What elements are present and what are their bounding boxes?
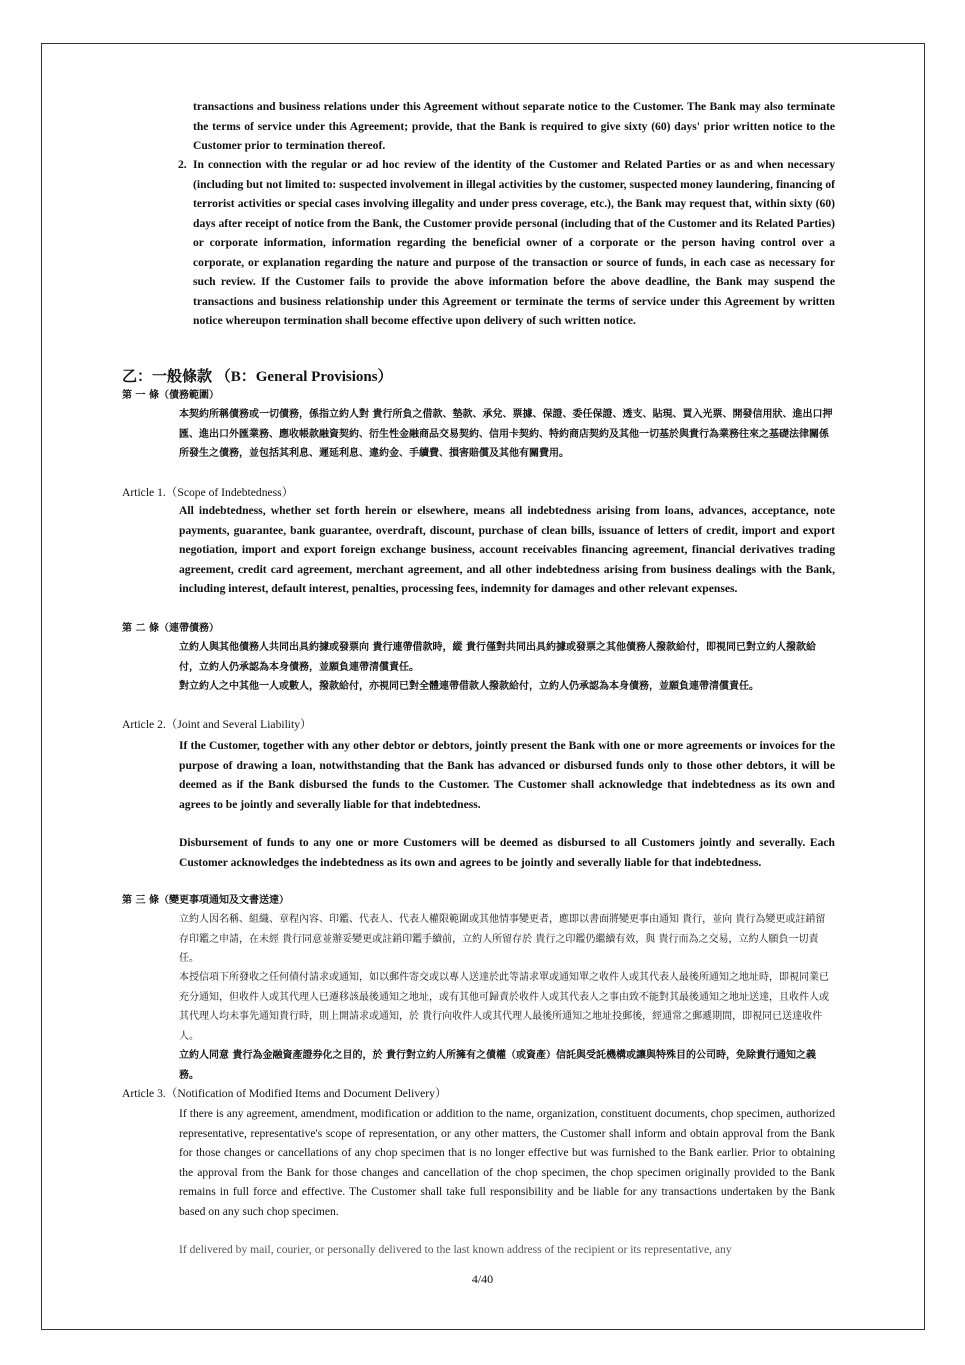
- article-1-en-body: All indebtedness, whether set forth herein or elsewhere, means all indebtedness arising from loans, advances, acceptance, note payments, guarantee, bank guarantee, overdraft, discount, purchase of clean bills, issuance of letters of credit, import and export negotiation, import and export foreign exchange business, account receivables financing agreement, financial derivatives trading agreement, credit card agreement, merchant agreement, and all other indebtedness arising from business dealings with the Bank, including interest, default interest, penalties, processing fees, indemnity for damages and other relevant expenses.: [179, 504, 835, 595]
- section-title-general-provisions: 乙：一般條款 （B：General Provisions）: [122, 369, 393, 385]
- intro-paragraph: transactions and business relations under this Agreement without separate notice to the Customer. The Bank may also terminate the terms of service under this Agreement; provide, that the Bank is required to give sixty (60) days' prior written notice to the Customer prior to termination thereof.: [193, 100, 835, 152]
- article-3-zh-body-1: 立約人因名稱、組織、章程內容、印鑑、代表人、代表人權限範圍或其他情事變更者，應即以書面將變更事由通知 貴行，並向 貴行為變更或註銷留存印鑑之申請，在未經 貴行同意並辦妥變更或註銷印鑑手續前，立約人所留存於 貴行之印鑑仍繼續有效，與 貴行而為之交易，立約人願負一切責任。: [179, 914, 826, 964]
- article-2-en-body-2: Disbursement of funds to any one or more Customers will be deemed as disbursed to all Customers jointly and severally. Each Customer acknowledges the indebtedness as its own and agrees to be jointly and severally liable for that indebtedness.: [179, 836, 835, 869]
- article-1-en-title: Article 1.（Scope of Indebtedness）: [122, 486, 294, 499]
- article-3-en-body-1: If there is any agreement, amendment, modification or addition to the name, organization, constituent documents, chop specimen, authorized representative, representative's scope of representation, or any other matters, the Customer shall inform and obtain approval from the Bank for those changes or cancellations of any chop specimen that is no longer effective but was furnished to the Bank earlier. Prior to obtaining the approval from the Bank for those changes and cancellation of the chop specimen, the chop specimen originally provided to the Bank remains in full force and effective. The Customer shall take full responsibility and be liable for any transactions undertaken by the Bank based on any such chop specimen.: [179, 1107, 835, 1218]
- article-3-zh-body-2: 本授信項下所發收之任何債付請求或通知，如以郵件寄交或以專人送達於此等請求單或通知單之收件人或其代表人最後所通知之地址時，即視同業已充分通知，但收件人或其代理人已遷移該最後通知之地址，或有其他可歸責於收件人或其代表人之事由致不能對其最後通知之地址送達，且收件人或其代理人均未事先通知貴行時，則上開請求或通知，於 貴行向收件人或其代理人最後所通知之地址投郵後，經通常之郵遞期間，即視同已送達收件人。: [179, 972, 829, 1042]
- article-2-zh-title: 第 二 條（連帶債務）: [122, 623, 219, 634]
- article-3-zh-title: 第 三 條（變更事項通知及文書送達）: [122, 895, 289, 906]
- list-item-2: In connection with the regular or ad hoc review of the identity of the Customer and Related Parties or as and when necessary (including but not limited to: suspected involvement in illegal activities by the customer, suspected money laundering, financing of terrorist activities or special cases involving illegality and under press coverage, etc.), the Bank may request that, within sixty (60) days after receipt of notice from the Bank, the Customer provide personal (including that of the Customer and its Related Parties) or corporate information, information regarding the beneficial owner of a corporate or the person having control over a corporate, or explanation regarding the nature and purpose of the transaction or source of funds, in each case as necessary for such review. If the Customer fails to provide the above information before the above deadline, the Bank may suspend the transactions and business relationship under this Agreement or terminate the terms of service under this Agreement by written notice whereupon termination shall become effective upon delivery of such written notice.: [193, 158, 835, 327]
- article-1-zh-title: 第 一 條（債務範圍）: [122, 390, 219, 401]
- article-3-zh-body-3: 立約人同意 貴行為金融資產證券化之目的，於 貴行對立約人所擁有之債權（或資產）信託與受託機構或讓與特殊目的公司時，免除貴行通知之義務。: [179, 1050, 816, 1081]
- article-2-en-body-1: If the Customer, together with any other debtor or debtors, jointly present the Bank with one or more agreements or invoices for the purpose of drawing a loan, notwithstanding that the Bank has advanced or disbursed funds only to those other debtors, it will be deemed as if the Bank disbursed the funds to the Customer. The Customer shall acknowledge that indebtedness as its own and agrees to be jointly and severally liable for that indebtedness.: [179, 739, 835, 811]
- article-2-zh-body-1: 立約人與其他債務人共同出具約據或發票向 貴行連帶借款時，縱 貴行僅對共同出具約據或發票之其他債務人撥款給付，即視同已對立約人撥款給付，立約人仍承認為本身債務，並願負連帶清償責任。: [179, 642, 816, 673]
- article-3-en-body-2: If delivered by mail, courier, or personally delivered to the last known address of the recipient or its representative, any: [179, 1243, 732, 1256]
- article-1-zh-body: 本契約所稱債務或一切債務，係指立約人對 貴行所負之借款、墊款、承兌、票據、保證、委任保證、透支、貼現、買入光票、開發信用狀、進出口押匯、進出口外匯業務、應收帳款融資契約、衍生性金融商品交易契約、信用卡契約、特約商店契約及其他一切基於與貴行為業務往來之基礎法律關係所發生之債務，並包括其利息、遲延利息、違約金、手續費、損害賠償及其他有關費用。: [179, 409, 833, 459]
- article-2-zh-body-2: 對立約人之中其他一人或數人，撥款給付，亦視同已對全體連帶借款人撥款給付，立約人仍承認為本身債務，並願負連帶清償責任。: [179, 681, 759, 692]
- page-number: 4/40: [471, 1272, 494, 1286]
- article-3-en-title: Article 3.（Notification of Modified Items and Document Delivery）: [122, 1087, 447, 1100]
- list-number-2: 2.: [178, 158, 187, 171]
- article-2-en-title: Article 2.（Joint and Several Liability）: [122, 718, 312, 731]
